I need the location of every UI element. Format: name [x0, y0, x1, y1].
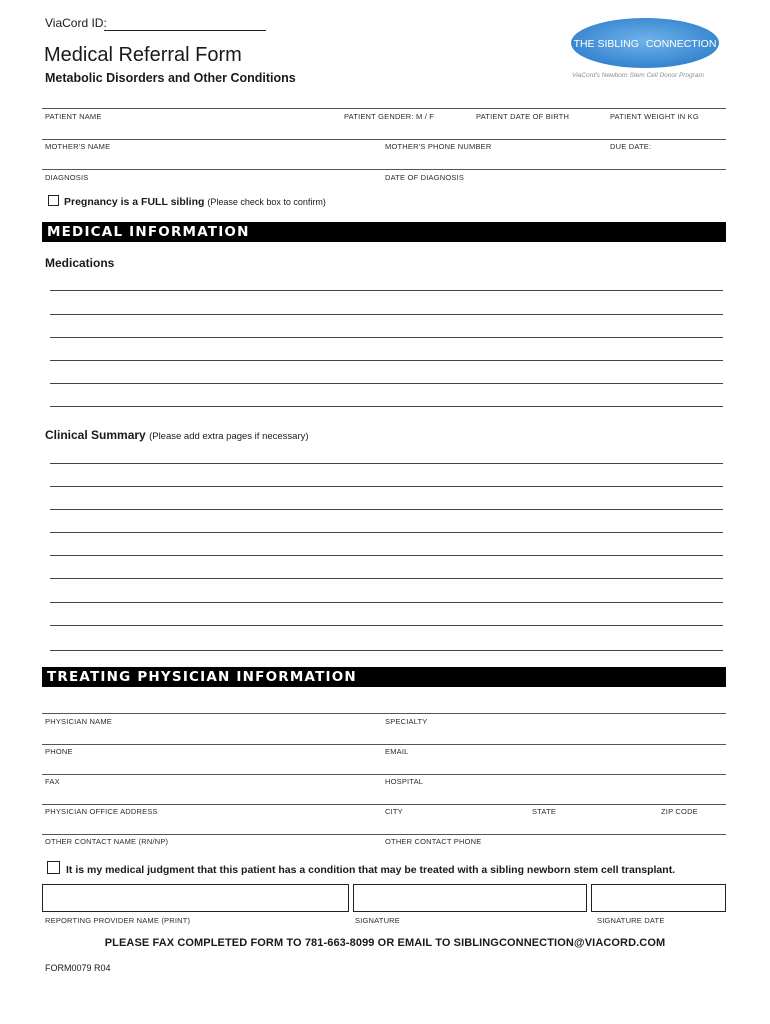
- fax-email-instruction: PLEASE FAX COMPLETED FORM TO 781-663-8099 OR EMAIL TO SIBLINGCONNECTION@VIACORD.COM: [104, 937, 666, 949]
- clinical-summary-note: (Please add extra pages if necessary): [149, 431, 309, 442]
- medications-label: Medications: [45, 256, 115, 270]
- diagnosis-label: DIAGNOSIS: [45, 173, 89, 182]
- divider: [42, 108, 726, 109]
- viacord-id-label: ViaCord ID:: [45, 16, 107, 30]
- patient-gender-label: PATIENT GENDER: M / F: [344, 112, 435, 121]
- patient-weight-label: PATIENT WEIGHT IN KG: [610, 112, 699, 121]
- zip-code-label: ZIP CODE: [661, 807, 698, 816]
- full-sibling-text: [64, 196, 326, 208]
- medications-line[interactable]: [50, 314, 723, 315]
- clinical-summary-line[interactable]: [50, 602, 723, 603]
- specialty-label: SPECIALTY: [385, 717, 428, 726]
- divider: [42, 834, 726, 835]
- signature-date-field[interactable]: [591, 884, 726, 912]
- sibling-connection-logo: [570, 17, 720, 69]
- divider: [42, 804, 726, 805]
- other-contact-name-label: OTHER CONTACT NAME (RN/NP): [45, 837, 169, 846]
- svg-text:THE SIBLING CONNECTION: [574, 38, 717, 50]
- signature-label: SIGNATURE: [355, 916, 400, 925]
- divider: [42, 139, 726, 140]
- clinical-summary-line[interactable]: [50, 578, 723, 579]
- divider: [42, 774, 726, 775]
- due-date-label: DUE DATE:: [610, 142, 652, 151]
- full-sibling-checkbox[interactable]: [48, 195, 59, 206]
- other-contact-phone-label: OTHER CONTACT PHONE: [385, 837, 482, 846]
- page-subtitle: Metabolic Disorders and Other Conditions: [45, 71, 296, 85]
- physician-name-label: PHYSICIAN NAME: [45, 717, 112, 726]
- hospital-label: HOSPITAL: [385, 777, 424, 786]
- physician-information-heading: TREATING PHYSICIAN INFORMATION: [47, 669, 357, 685]
- divider: [42, 169, 726, 170]
- logo-tagline: ViaCord's Newborn Stem Cell Donor Program: [572, 72, 704, 79]
- clinical-summary-line[interactable]: [50, 509, 723, 510]
- form-id: FORM0079 R04: [45, 963, 111, 973]
- email-label: EMAIL: [385, 747, 409, 756]
- divider: [42, 713, 726, 714]
- provider-name-field[interactable]: [42, 884, 349, 912]
- full-sibling-bold: Pregnancy is a FULL sibling: [64, 196, 205, 208]
- divider: [42, 744, 726, 745]
- medical-judgment-text: It is my medical judgment that this patient has a condition that may be treated with a sibling newborn stem cell transplant.: [66, 864, 676, 876]
- signature-field[interactable]: [353, 884, 587, 912]
- patient-name-label: PATIENT NAME: [45, 112, 102, 121]
- office-address-label: PHYSICIAN OFFICE ADDRESS: [45, 807, 158, 816]
- medical-information-heading: MEDICAL INFORMATION: [47, 224, 250, 240]
- medications-line[interactable]: [50, 383, 723, 384]
- viacord-id-field[interactable]: [104, 30, 266, 31]
- physician-information-header: [42, 667, 726, 687]
- clinical-summary-line[interactable]: [50, 486, 723, 487]
- patient-dob-label: PATIENT DATE OF BIRTH: [476, 112, 570, 121]
- mothers-name-label: MOTHER'S NAME: [45, 142, 111, 151]
- clinical-summary-line[interactable]: [50, 463, 723, 464]
- page-title: Medical Referral Form: [44, 44, 242, 66]
- medications-line[interactable]: [50, 406, 723, 407]
- clinical-summary-line[interactable]: [50, 555, 723, 556]
- clinical-summary-line[interactable]: [50, 650, 723, 651]
- medications-line[interactable]: [50, 360, 723, 361]
- medical-information-header: [42, 222, 726, 242]
- date-of-diagnosis-label: DATE OF DIAGNOSIS: [385, 173, 465, 182]
- clinical-summary-heading: [45, 428, 309, 442]
- medications-line[interactable]: [50, 290, 723, 291]
- phone-label: PHONE: [45, 747, 73, 756]
- logo-text-part1: THE SIBLING: [573, 38, 639, 50]
- medical-judgment-checkbox[interactable]: [47, 861, 60, 874]
- fax-label: FAX: [45, 777, 60, 786]
- clinical-summary-line[interactable]: [50, 532, 723, 533]
- signature-date-label: SIGNATURE DATE: [597, 916, 665, 925]
- medications-line[interactable]: [50, 337, 723, 338]
- provider-name-label: REPORTING PROVIDER NAME (PRINT): [45, 916, 191, 925]
- logo-text-part2: CONNECTION: [645, 38, 717, 50]
- full-sibling-note: (Please check box to confirm): [207, 197, 326, 207]
- clinical-summary-line[interactable]: [50, 625, 723, 626]
- clinical-summary-label: Clinical Summary: [45, 428, 146, 442]
- city-label: CITY: [385, 807, 403, 816]
- mothers-phone-label: MOTHER'S PHONE NUMBER: [385, 142, 492, 151]
- state-label: STATE: [532, 807, 557, 816]
